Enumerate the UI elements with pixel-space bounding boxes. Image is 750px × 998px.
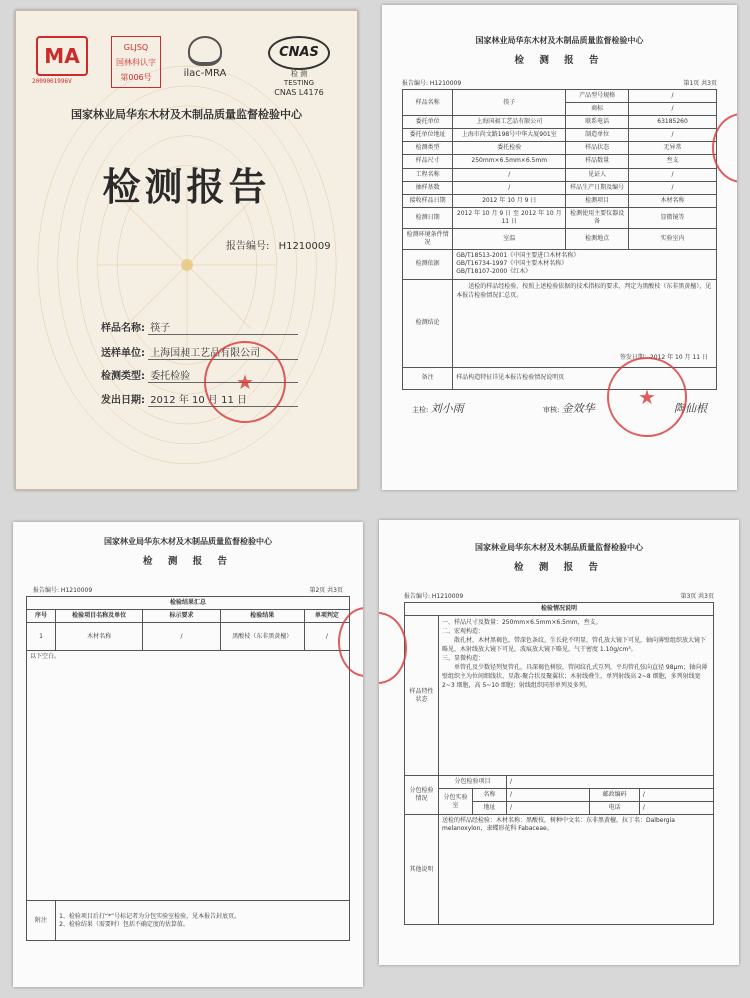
table-row [403,229,717,250]
cell: 联系电话 [566,116,629,129]
approver-signature: 陶仙根 [674,401,707,415]
star-icon: ★ [236,370,254,394]
sender-value: 上海国昶工艺品有限公司 [148,344,298,360]
table-row [27,597,350,610]
cell: 地址 [472,802,506,815]
cnas-id: CNAS L4176 [274,88,324,97]
red-seal-stamp [607,357,687,437]
cell: 电话 [590,802,639,815]
type-label: 检测类型: [101,371,145,382]
cell: 名称 [472,789,506,802]
cell: 样品数量 [566,155,629,168]
table-row [403,142,717,155]
cell: 委托检验 [453,142,566,155]
report-page-2 [13,522,363,987]
cell: 产品型号规格 [566,90,629,103]
section-title: 检验情况说明 [405,603,714,616]
reviewer-label: 审核: [543,405,560,414]
page-no: 第2页 共3页 [309,587,343,594]
cell: 显微镜等 [629,207,717,228]
specimen-cell [438,616,713,776]
cell: 室温 [453,229,566,250]
cell: / [506,789,589,802]
cell: 黑酸枝（东非黑黄檀） [220,623,304,651]
cell: / [453,181,566,194]
reviewer-signature: 金效华 [561,401,595,415]
gljsq-line1: GLJSQ [123,43,149,52]
cover-org: 国家林业局华东木材及木制品质量监督检验中心 [71,108,302,121]
blank-note: 以下空白。 [27,651,350,901]
cell: 上海国昶工艺品有限公司 [453,116,566,129]
column-header: 标示要求 [143,610,221,623]
cell: 分包检验项目 [438,776,506,789]
page-org: 国家林业局华东木材及木制品质量监督检验中心 [475,543,643,552]
cell: 检测环境条件情况 [403,229,453,250]
table-row [27,623,350,651]
cell: 检测项目 [566,194,629,207]
side-label: 其他说明 [405,815,439,925]
basis-line: GB/T16734-1997《中国主要木材名称》 [456,260,568,268]
cell: / [143,623,221,651]
column-header: 序号 [27,610,56,623]
cell: 制造单位 [566,129,629,142]
basis-cell [453,250,717,279]
column-header: 检验项目名称及单位 [56,610,143,623]
main-tester [412,400,464,416]
table-row [403,168,717,181]
cnas-logo [254,36,344,96]
cell: 250mm×6.5mm×6.5mm [453,155,566,168]
cell: 上海市尚文路198号中华大厦901室 [453,129,566,142]
table-row [403,250,717,279]
table-row [405,603,714,616]
page-org: 国家林业局华东木材及木制品质量监督检验中心 [475,36,644,45]
page-title: 检 测 报 告 [514,562,604,573]
cell: 样品生产日期及编号 [566,181,629,194]
table-row [405,789,714,802]
section-title: 检验结果汇总 [27,597,350,610]
paragraph: 三、显微构造： [441,655,484,663]
detail-table [404,602,714,925]
type-value: 委托检验 [148,367,298,383]
cell: / [506,776,713,789]
report-no-label: 报告编号: [226,241,270,252]
cell: 检测类型 [403,142,453,155]
page-meta [33,585,343,594]
cell: / [639,802,713,815]
table-row [403,194,717,207]
report-page-1 [382,5,737,490]
table-row [403,181,717,194]
issue-date: 签发日期：2012 年 10 月 11 日 [619,354,708,362]
cma-number: 2009001996V [32,78,72,85]
gljsq-line2: 国林科认字 [116,58,156,67]
cell: 检测结论 [403,279,453,367]
cnas-mark: CNAS [268,36,330,70]
main-tester-label: 主检: [412,405,429,414]
cell: 木材名称 [629,194,717,207]
other-notes: 送检的样品经检验：木材名称：黑酸枝，树种中文名：东非黑黄檀，拉丁名：Dalbergia melanoxylon，隶蝶形花科 Fabaceae。 [438,815,713,925]
cell: 商标 [566,103,629,116]
cell: / [639,789,713,802]
cover-sample [101,319,298,335]
table-header-row [27,610,350,623]
basis-line: GB/T18107-2000《红木》 [456,268,532,276]
table-row [403,207,717,228]
report-no: 报告编号: H1210009 [404,593,464,600]
cnas-sub2: TESTING [283,79,315,87]
logo-row [32,36,346,97]
page-no: 第1页 共3页 [683,80,717,87]
gljsq-line3: 第006号 [120,73,152,82]
cell: 邮政编码 [590,789,639,802]
red-seal-stamp [204,341,286,423]
cnas-sub1: 检 测 [290,70,308,78]
edge-seal-stamp [379,612,407,684]
report-no: 报告编号: H1210009 [33,587,93,594]
cell: 无异常 [629,142,717,155]
page-meta [402,78,717,87]
cell: / [629,90,717,103]
date-value: 2012 年 10 月 11 日 [148,391,298,407]
table-row [405,616,714,776]
sample-label: 样品名称: [101,323,145,334]
cell: 委托单位地址 [403,129,453,142]
remark-line: 2、检验结果（需要时）包括不确定度的估算值。 [59,920,189,928]
cell: 1 [27,623,56,651]
column-header: 检验结果 [220,610,304,623]
report-no: 报告编号: H1210009 [402,80,462,87]
cell: 样品名称 [403,90,453,116]
cell: / [304,623,349,651]
conclusion-text: 送检的样品经检验，按照上述检验依据的技术指标的要求，判定为黑酸枝（东非黑黄檀），见本报告检验情况汇总页。 [456,282,712,299]
table-row [405,815,714,925]
cell: 抽样基数 [403,181,453,194]
page-title: 检 测 报 告 [514,55,605,66]
cma-logo: MA [36,36,88,76]
remark-cell: 样品构造特征详见本报告检验情况说明页 [453,367,717,389]
page-title: 检 测 报 告 [143,556,233,567]
cell: 叁支 [629,155,717,168]
side-label: 分包检验情况 [405,776,439,815]
cover-page [15,10,358,490]
column-header: 单项判定 [304,610,349,623]
cell: 接收样品日期 [403,194,453,207]
date-label: 发出日期: [101,395,145,406]
gljsq-stamp [111,36,161,88]
globe-icon [188,36,222,66]
sample-value: 筷子 [148,319,298,335]
cell: 样品尺寸 [403,155,453,168]
cell: 2012 年 10 月 9 日 至 2012 年 10 月 11 日 [453,207,566,228]
table-row [403,129,717,142]
reviewer [543,400,595,416]
ilac-label: ilac-MRA [183,68,227,79]
ilac-logo [176,36,234,88]
cell: 附注 [27,901,56,941]
report-no-value: H1210009 [278,241,331,252]
table-row [405,776,714,789]
page-meta [404,591,714,600]
cell: 木材名称 [56,623,143,651]
table-row [27,651,350,901]
cell: / [629,129,717,142]
side-label: 样品特性状态 [405,616,439,776]
remark-line: 1、检验项目后打“*”号标记者为分包实验室检验，见本报告封底页。 [59,912,241,920]
cell: 检测日期 [403,207,453,228]
cell: / [629,168,717,181]
table-row [403,155,717,168]
table-row [27,901,350,941]
cell: 检测依据 [403,250,453,279]
cell: 2012 年 10 月 9 日 [453,194,566,207]
cover-report-no [226,237,331,252]
table-row [403,279,717,367]
paragraph: 散孔材，木材黑褐色，带深色条纹，生长轮不明显，管孔放大镜下可见，轴向薄壁组织放大镜下略见，木射线放大镜下可见，波痕放大镜下略见，气干密度 1.10g/cm³。 [441,637,706,654]
paragraph: 单管孔及少数径列复管孔，具深褐色树胶，管间纹孔式互列，平均管孔弦向直径 98μm；轴向薄壁组织主为位间细线状、星散-聚合状及聚翼状；木射线叠生，单列射线高 2~8 细胞，多列射线宽 2~3 细胞，高 5~10 细胞；射线组织同形单列及多列。 [441,664,708,690]
info-table [402,89,717,390]
cell: / [506,802,589,815]
sender-label: 送样单位: [101,348,145,359]
cell: 工程名称 [403,168,453,181]
cell: 备注 [403,367,453,389]
star-icon: ★ [638,385,656,409]
cell: / [453,168,566,181]
conclusion-cell [453,279,717,367]
cover-title: 检测报告 [102,165,271,209]
cell: 分包实验室 [438,789,472,815]
cell: 实验室内 [629,229,717,250]
cell: / [629,103,717,116]
report-page-3 [379,520,739,965]
cell: 委托单位 [403,116,453,129]
basis-line: GB/T18513-2001《中国主要进口木材名称》 [456,252,580,260]
cell: 筷子 [453,90,566,116]
cell: 63185260 [629,116,717,129]
page-no: 第3页 共3页 [680,593,714,600]
result-table [26,596,350,941]
paragraph: 一、样品尺寸及数量：250mm×6.5mm×6.5mm，叁支。 [441,619,602,627]
cell: 检测使用主要仪器设备 [566,207,629,228]
paragraph: 二、宏观构造： [441,628,484,636]
page-org: 国家林业局华东木材及木制品质量监督检验中心 [104,537,272,546]
cell: 见证人 [566,168,629,181]
main-tester-signature: 刘小雨 [430,401,464,415]
remark-cell [56,901,350,941]
cell: 样品状态 [566,142,629,155]
cell: / [629,181,717,194]
table-row [403,116,717,129]
cell: 检测地点 [566,229,629,250]
table-row [403,90,717,103]
